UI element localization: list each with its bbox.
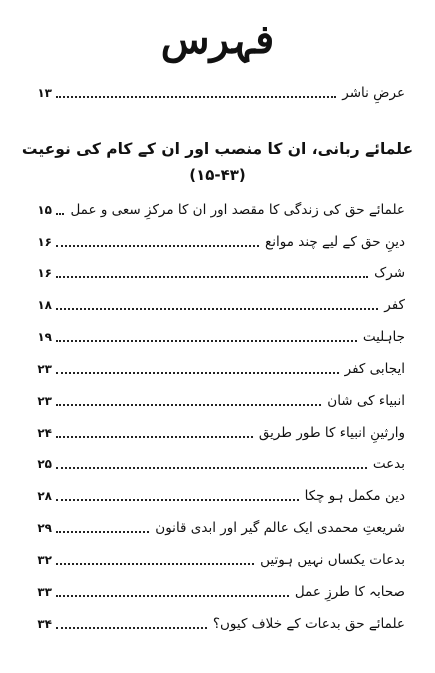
dot-leader — [56, 95, 336, 98]
dot-leader — [56, 371, 339, 374]
toc-entry-label: انبیاء کی شان — [327, 393, 405, 409]
toc-entry — [24, 577, 405, 601]
dot-leader — [56, 307, 378, 310]
dot-leader — [56, 244, 259, 247]
toc-entry — [24, 449, 405, 473]
toc-entry — [24, 609, 405, 633]
page-title: فہرس — [160, 16, 275, 63]
toc-entry-label: علمائے حق بدعات کے خلاف کیوں؟ — [212, 616, 405, 632]
toc-entry-label: دینِ حق کے لیے چند موانع — [265, 234, 405, 250]
toc-entry-page: ۳۳ — [37, 585, 52, 599]
dot-leader — [56, 466, 367, 469]
toc-entry-page: ۳۴ — [37, 617, 52, 631]
toc-entry-page: ۲۸ — [37, 489, 52, 503]
dot-leader — [56, 435, 253, 438]
toc-entry-label: کفر — [384, 297, 405, 313]
toc-entry — [24, 386, 405, 410]
toc-entry-label: وارثینِ انبیاء کا طور طریق — [258, 425, 405, 441]
toc-entry-page: ۲۳ — [37, 394, 52, 408]
section-page-range: (۱۵-۴۳) — [189, 166, 246, 184]
dot-leader — [56, 594, 289, 597]
toc-entry-page: ۲۹ — [37, 521, 52, 535]
toc-entry — [24, 418, 405, 442]
toc-entry-label: عرضِ ناشر — [342, 85, 405, 101]
toc-entry-label: ایجابی کفر — [344, 361, 405, 377]
toc-entry-label: جاہلیت — [362, 329, 405, 345]
toc-entry-page: ۲۳ — [37, 362, 52, 376]
toc-entry — [24, 322, 405, 346]
toc-entry — [24, 354, 405, 378]
toc-entry — [24, 290, 405, 314]
toc-entry-page: ۲۴ — [37, 426, 52, 440]
toc-entry-page: ۱۸ — [37, 298, 52, 312]
toc-entry-page: ۱۶ — [37, 235, 52, 249]
toc-entry-label: علمائے حق کی زندگی کا مقصد اور ان کا مرکزِ سعی و عمل — [70, 202, 405, 218]
toc-entry-page: ۳۲ — [37, 553, 52, 567]
toc-entry-label: بدعات یکساں نہیں ہوتیں — [260, 552, 405, 568]
toc-entry — [24, 513, 405, 537]
dot-leader — [56, 403, 321, 406]
dot-leader — [56, 339, 357, 342]
toc-entry-label: دین مکمل ہو چکا — [304, 488, 405, 504]
toc-entry-page: ۲۵ — [37, 457, 52, 471]
toc-entry — [24, 227, 405, 251]
section-heading: علمائے ربانی، ان کا منصب اور ان کے کام کی نوعیت — [21, 140, 414, 158]
dot-leader — [56, 562, 254, 565]
toc-entry-label: صحابہ کا طرزِ عمل — [294, 584, 405, 600]
toc-entry-page: ۱۳ — [37, 86, 52, 100]
dot-leader — [56, 498, 299, 501]
toc-entry-page: ۱۵ — [37, 203, 52, 217]
toc-entry-page: ۱۹ — [37, 330, 52, 344]
toc-entry-publisher-note — [24, 78, 405, 102]
dot-leader — [56, 626, 207, 629]
toc-entry — [24, 258, 405, 282]
toc-entry — [24, 481, 405, 505]
toc-entry-page: ۱۶ — [37, 266, 52, 280]
toc-entry — [24, 545, 405, 569]
dot-leader — [56, 212, 64, 215]
toc-entry-label: بدعت — [372, 456, 405, 472]
dot-leader — [56, 530, 149, 533]
toc-entry-label: شرک — [374, 265, 405, 281]
toc-entry — [24, 195, 405, 219]
toc-entry-label: شریعتِ محمدی ایک عالم گیر اور ابدی قانون — [155, 520, 405, 536]
dot-leader — [56, 275, 368, 278]
